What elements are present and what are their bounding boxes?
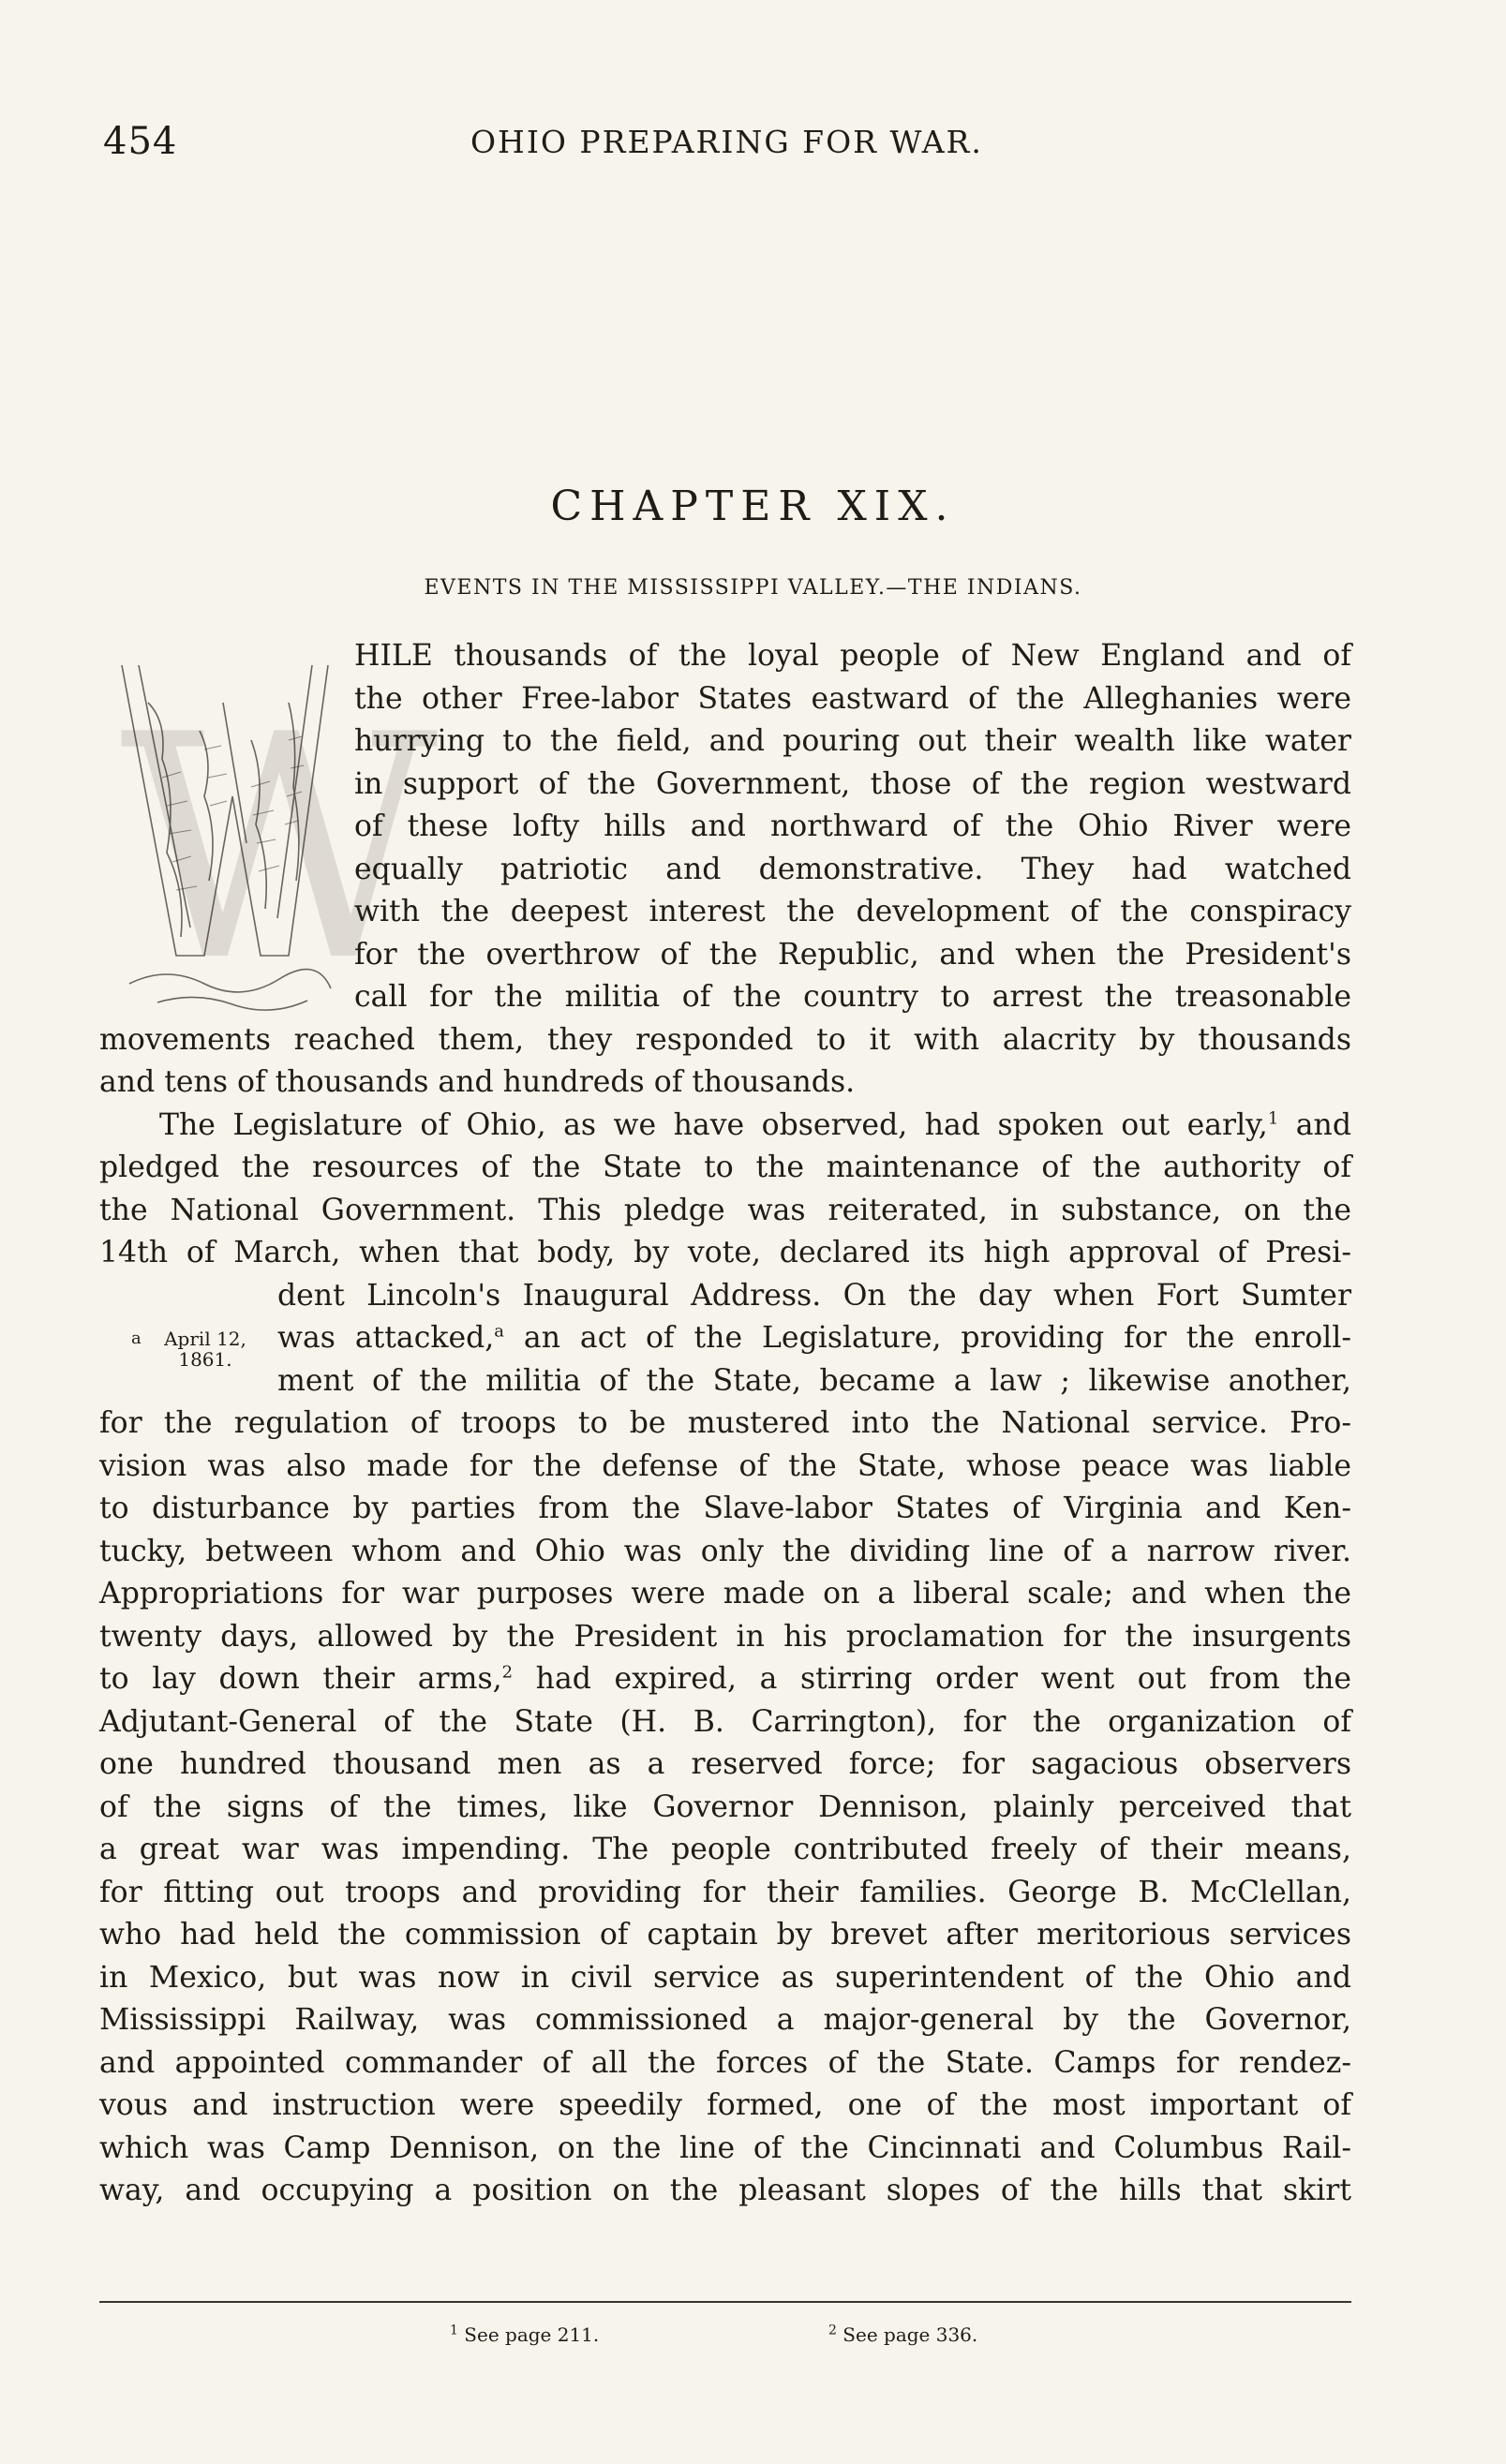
text-line: dent Lincoln's Inaugural Address. On the day when Fort Sumter — [277, 1278, 1351, 1313]
text-line: hurrying to the field, and pouring out their wealth like water — [354, 724, 1351, 758]
footnote-divider — [99, 2301, 1351, 2303]
margin-note — [131, 1328, 276, 1371]
text-line: HILE thousands of the loyal people of New England and of — [354, 639, 1351, 673]
text-line: in support of the Government, those of the region westward — [354, 766, 1351, 801]
sidenote-ref: a — [494, 1321, 504, 1342]
footnote-marker: 1 — [450, 2323, 458, 2338]
text-fragment: and — [1278, 1107, 1351, 1142]
text-line: and tens of thousands and hundreds of thousands. — [99, 1065, 856, 1099]
text-line: the other Free-labor States eastward of the Alleghanies were — [354, 681, 1351, 716]
text-fragment: The Legislature of Ohio, as we have observed, had spoken out early, — [159, 1107, 1268, 1142]
margin-note-year: 1861. — [178, 1348, 232, 1371]
footnote-text: See page 336. — [842, 2323, 978, 2346]
text-line: the National Government. This pledge was reiterated, in substance, on the — [99, 1193, 1351, 1227]
margin-note-date: April 12, — [164, 1328, 246, 1350]
page-number: 454 — [103, 120, 178, 163]
text-line: twenty days, allowed by the President in his proclamation for the insurgents — [99, 1619, 1351, 1654]
drop-cap-letter: W — [120, 669, 439, 1029]
text-line — [99, 1105, 1351, 1148]
chapter-title: CHAPTER XIX. — [550, 482, 956, 530]
text-line: with the deepest interest the development of the conspiracy — [354, 895, 1351, 928]
text-line: for the overthrow of the Republic, and when the President's — [354, 937, 1351, 972]
text-line: and appointed commander of all the forces of the State. Camps for rendez- — [99, 2045, 1351, 2080]
chapter-body — [99, 635, 1351, 2213]
text-line: for the regulation of troops to be mustered into the National service. Pro- — [99, 1406, 1351, 1440]
text-line: equally patriotic and demonstrative. They had watched — [354, 852, 1351, 886]
footnote-ref: 2 — [501, 1662, 514, 1683]
text-line: Mississippi Railway, was commissioned a major-general by the Governor, — [99, 2003, 1351, 2037]
text-line: of these lofty hills and northward of the Ohio River were — [354, 809, 1351, 843]
text-line: to disturbance by parties from the Slave-labor States of Virginia and Ken- — [99, 1492, 1351, 1525]
text-fragment: to lay down their arms, — [99, 1662, 502, 1696]
text-line: way, and occupying a position on the pleasant slopes of the hills that skirt — [99, 2174, 1351, 2207]
text-line: which was Camp Dennison, on the line of the Cincinnati and Columbus Rail- — [99, 2130, 1351, 2165]
text-fragment: had expired, a stirring order went out from the — [513, 1662, 1351, 1696]
text-line: call for the militia of the country to arrest the treasonable — [354, 980, 1351, 1014]
margin-note-marker: a — [131, 1328, 142, 1348]
running-title: OHIO PREPARING FOR WAR. — [470, 124, 983, 160]
footnote — [450, 2323, 599, 2346]
text-fragment: an act of the Legislature, providing for the enroll- — [504, 1321, 1351, 1355]
text-line: vision was also made for the defense of the State, whose peace was liable — [99, 1448, 1351, 1483]
text-line: ment of the militia of the State, became a law ; likewise another, — [277, 1363, 1351, 1398]
text-line — [99, 1658, 1351, 1701]
footnote — [828, 2323, 977, 2346]
text-fragment: was attacked, — [277, 1321, 495, 1355]
footnote-text: See page 211. — [464, 2323, 600, 2346]
footnote-marker: 2 — [828, 2323, 837, 2338]
text-line: Adjutant-General of the State (H. B. Carrington), for the organization of — [99, 1704, 1351, 1739]
running-head — [103, 120, 1359, 167]
footnote-ref: 1 — [1267, 1108, 1279, 1128]
text-line: movements reached them, they responded to it with alacrity by thousands — [99, 1022, 1351, 1057]
text-line: Appropriations for war purposes were made on a liberal scale; and when the — [99, 1577, 1351, 1611]
text-line: a great war was impending. The people contributed freely of their means, — [99, 1833, 1351, 1866]
text-line: in Mexico, but was now in civil service as superintendent of the Ohio and — [99, 1960, 1351, 1995]
text-line: tucky, between whom and Ohio was only the dividing line of a narrow river. — [99, 1534, 1351, 1568]
text-line: one hundred thousand men as a reserved force; for sagacious observers — [99, 1747, 1351, 1781]
text-line: pledged the resources of the State to the maintenance of the authority of — [99, 1150, 1351, 1184]
text-line: 14th of March, when that body, by vote, declared its high approval of Presi- — [99, 1236, 1351, 1269]
text-line: vous and instruction were speedily formed, one of the most important of — [99, 2088, 1351, 2122]
text-line: who had held the commission of captain by brevet after meritorious services — [99, 1918, 1351, 1952]
text-line: of the signs of the times, like Governor Dennison, plainly perceived that — [99, 1789, 1351, 1824]
text-line: for fitting out troops and providing for their families. George B. McClellan, — [99, 1875, 1351, 1909]
chapter-subtitle: EVENTS IN THE MISSISSIPPI VALLEY.—THE INDIANS. — [424, 576, 1082, 600]
text-line — [99, 1317, 1351, 1360]
